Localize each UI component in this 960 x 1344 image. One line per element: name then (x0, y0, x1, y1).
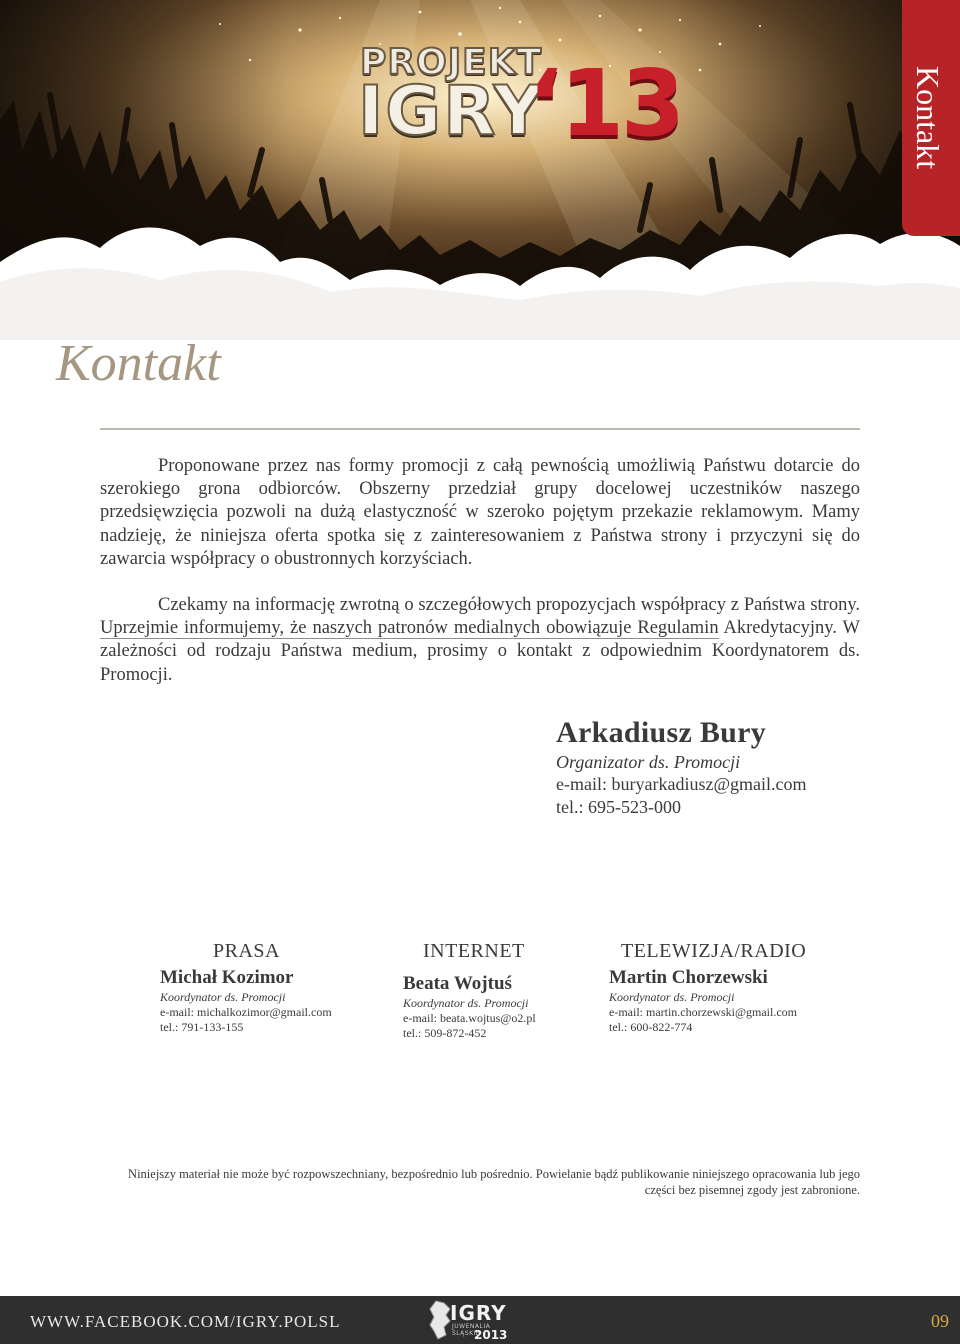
footer-logo-title: IGRY (450, 1301, 507, 1325)
side-tab-label: Kontakt (910, 66, 946, 170)
footer-facebook-link[interactable]: WWW.FACEBOOK.COM/IGRY.POLSL (30, 1312, 341, 1331)
page-title: Kontakt (56, 335, 221, 392)
footer-logo-year: 2013 (474, 1328, 508, 1342)
contact-column-internet (403, 940, 536, 1041)
contact-name: Beata Wojtuś (403, 973, 512, 994)
contact-name: Michał Kozimor (160, 967, 294, 988)
contact-category: PRASA (213, 940, 280, 962)
info-paragraph-part-c: Akredytacyjny. W zależności od rodzaju Państwa medium, prosimy o kontakt z odpowiednim Koordynatorem ds. Promocji. (100, 618, 860, 685)
intro-paragraph-text: Proponowane przez nas formy promocji z całą pewnością umożliwią Państwu dotarcie do szerokiego grona odbiorców. Obszerny przedział grupy docelowej uczestników naszego przedsięwzięcia pozwoli na dużą elastyczność w szeroko pojętym przekazie reklamowym. Mamy nadzieję, że niniejsza oferta spotka się z zainteresowaniem z Państwa strony i przyczyni się do zawarcia współpracy o obustronnych korzyściach. (100, 456, 860, 569)
contact-role: Koordynator ds. Promocji (403, 996, 529, 1010)
contact-column-prasa (160, 940, 332, 1035)
main-contact-name: Arkadiusz Bury (556, 716, 767, 749)
contact-name: Martin Chorzewski (609, 967, 768, 988)
contact-phone: tel.: 509-872-452 (403, 1026, 487, 1040)
info-paragraph (100, 594, 860, 687)
footer-logo (428, 1299, 518, 1341)
contact-category: TELEWIZJA/RADIO (621, 940, 807, 962)
main-contact-phone: tel.: 695-523-000 (556, 797, 681, 817)
page-number: 09 (931, 1311, 949, 1331)
side-tab (902, 0, 960, 236)
title-divider (100, 428, 860, 430)
intro-paragraph (100, 455, 860, 571)
contact-role: Koordynator ds. Promocji (160, 990, 286, 1004)
logo-igry-text: IGRY (358, 72, 545, 151)
disclaimer-text: Niniejszy materiał nie może być rozpowszechniany, bezpośrednio lub pośrednio. Powielanie bądź publikowanie niniejszego opracowania lub jego części bez pisemnej zgody jest zabronione. (128, 1167, 860, 1197)
contact-category: INTERNET (423, 940, 525, 962)
info-paragraph-part-a: Czekamy na informację zwrotną o szczegółowych propozycjach współpracy z Państwa strony. (158, 595, 860, 615)
main-contact (556, 716, 807, 819)
main-contact-email[interactable]: e-mail: buryarkadiusz@gmail.com (556, 774, 807, 794)
contact-phone: tel.: 600-822-774 (609, 1020, 693, 1034)
contact-email[interactable]: e-mail: martin.chorzewski@gmail.com (609, 1005, 797, 1019)
contact-column-telewizja-radio (609, 940, 806, 1035)
contact-email[interactable]: e-mail: michalkozimor@gmail.com (160, 1005, 332, 1019)
main-contact-role: Organizator ds. Promocji (556, 752, 741, 772)
contact-phone: tel.: 791-133-155 (160, 1020, 244, 1034)
info-paragraph-part-b: Uprzejmie informujemy, że naszych patronów medialnych obowiązuje Regulamin (100, 618, 719, 639)
logo-year-text: ‘13 (528, 50, 682, 157)
footer-logo-subtitle: JUWENALIA ŚLĄSKIE (452, 1323, 491, 1337)
contact-email[interactable]: e-mail: beata.wojtus@o2.pl (403, 1011, 536, 1025)
logo-projekt-text: PROJEKT (360, 42, 543, 83)
contact-role: Koordynator ds. Promocji (609, 990, 735, 1004)
